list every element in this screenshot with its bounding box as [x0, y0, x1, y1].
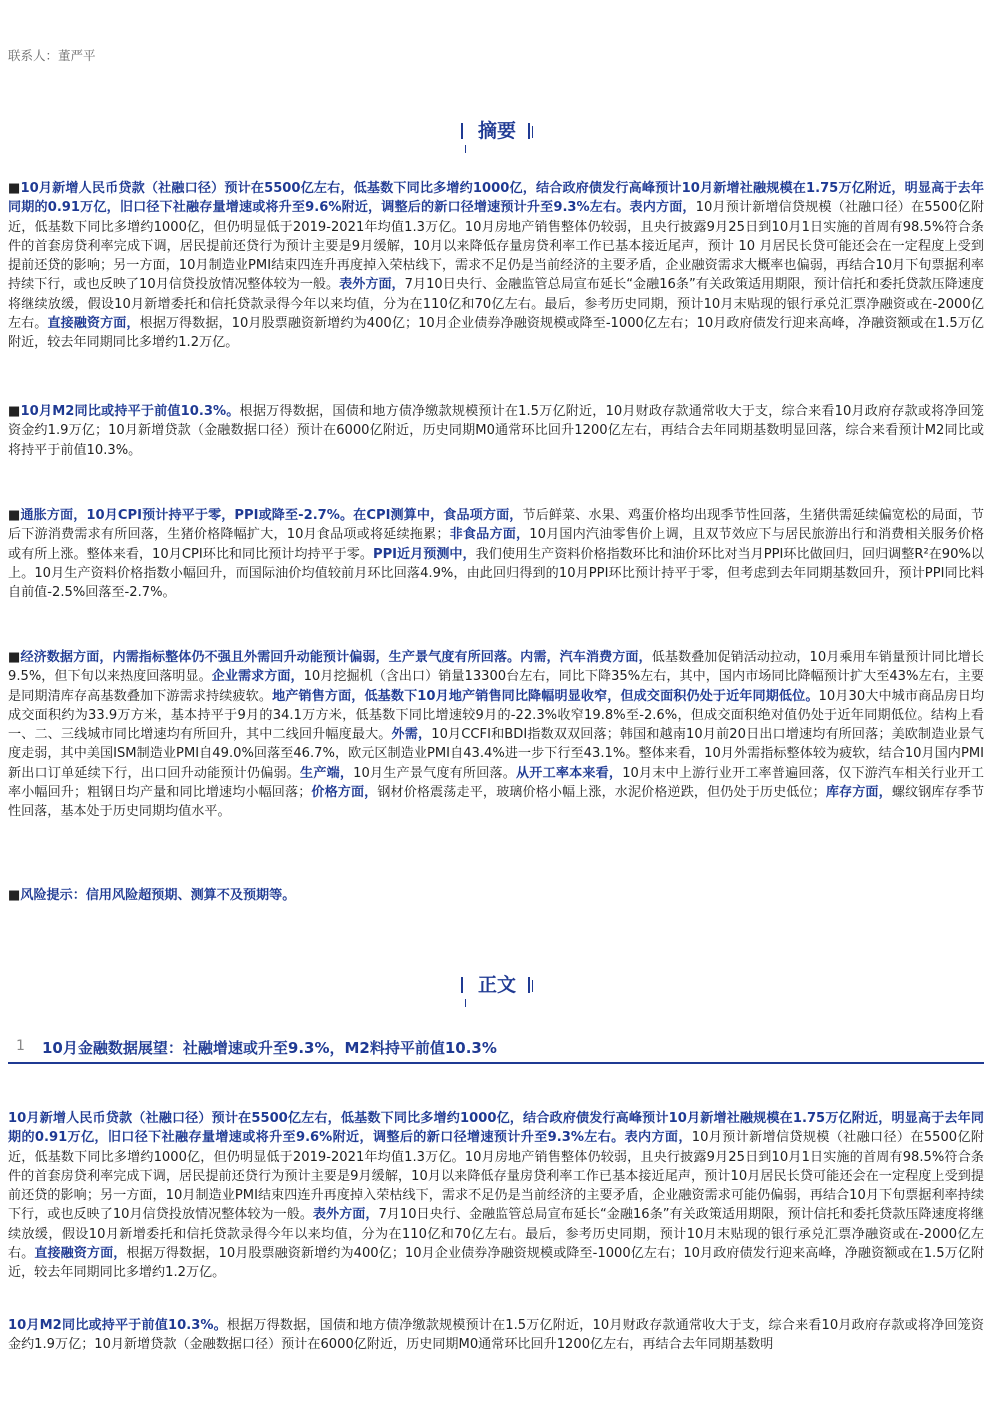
header-bar-decoration — [532, 980, 533, 992]
bold-text-run: 企业需求方面， — [211, 669, 304, 685]
header-bar-decoration — [528, 977, 530, 993]
header-tick-decoration — [465, 145, 466, 153]
summary-paragraph-m2 — [8, 402, 984, 460]
bold-text-run: 经济数据方面，内需指标整体仍不强且外需回升动能预计偏弱，生产景气度有所回落。内需，汽车消费方面， — [20, 650, 652, 665]
bullet-square: ■ — [8, 888, 21, 903]
contact-person: 联系人：董严平 — [8, 48, 96, 63]
bullet-square: ■ — [8, 181, 21, 196]
bold-text-run: 10月M2同比或持平于前值10.3%。 — [8, 1318, 227, 1333]
bullet-square: ■ — [8, 650, 21, 665]
bold-text-run: 表外方面， — [312, 1207, 379, 1223]
body-paragraph-credit — [8, 1109, 984, 1283]
text-run: 10月生产景气度有所回落。 — [353, 765, 517, 781]
header-bar-decoration — [461, 123, 463, 139]
summary-paragraph-inflation — [8, 506, 984, 602]
text-run: 螺纹钢库存季节性回落，基本处于历史同期均值水平。 — [8, 785, 985, 820]
section-title-summary: 摘要 — [477, 120, 516, 142]
section-title-body: 正文 — [477, 974, 516, 996]
bold-text-run: 非食品方面， — [449, 527, 530, 543]
text-run: 10月预计新增信贷规模（社融口径）在5500亿附近，低基数下同比多增约1000亿，但仍明显低于2019-2021年均值1.3万亿。10月房地产销售整体仍较弱，且央行披露9月25日到10月1日实施的首周有98.5%符合条件的首套房贷利率完成下调，居民提前还贷行为预计主要是9月缓解，10月以来降低存量房贷利率工作已基本接近尾声，预计 10 月居民长贷可能还会在一定程度上受到提前还贷的影响；另一方面，10月制造业PMI结束四连升再度掉入荣枯线下，需求不足仍是当前经济的主要矛盾，企业融资需求大概率也偏弱，再结合10月下旬票据利率持续下行，或也反映了10月信贷投放情况整体较为一般。 — [8, 200, 985, 293]
text-run: 10月挖掘机（含出口）销量13300台左右，同比下降35%左右，其中，国内市场同比降幅预计扩大至43%左右，主要是同期清库存高基数叠加下游需求持续疲软。 — [8, 669, 985, 704]
bold-text-run: 从开工率本来看， — [516, 765, 623, 781]
bold-text-run: 表外方面， — [339, 277, 405, 293]
heading-title: 10月金融数据展望：社融增速或升至9.3%，M2料持平前值10.3% — [42, 1039, 497, 1057]
text-run: 7月10日央行、金融监管总局宣布延长“金融16条”有关政策适用期限，预计信托和委托贷款压降速度将继续放缓，假设10月新增委托和信托贷款录得今年以来均值，分为在110亿和70亿左右。最后，参考历史同期，预计10月末贴现的银行承兑汇票净融资或在-2000亿左右。 — [8, 277, 985, 332]
text-run: 7月10日央行、金融监管总局宣布延长“金融16条”有关政策适用期限，预计信托和委托贷款压降速度将继续放缓，假设10月新增委托和信托贷款录得今年以来均值，分为在110亿和70亿左右。最后，参考历史同期，预计10月末贴现的银行承兑汇票净融资或在-2000亿左右。 — [8, 1207, 984, 1262]
text-run: 我们使用生产资料价格指数环比和油价环比对当月PPI环比做回归，回归调整R²在90%以上。10月生产资料价格指数小幅回升，而国际油价均值较前月环比回落4.9%，由此回归得到的10月PPI环比预计持平于零，但考虑到去年同期基数回升，预计PPI同比料自前值-2.5%回落至-2.7%。 — [8, 546, 984, 601]
bold-text-run: 地产销售方面，低基数下10月地产销售同比降幅明显收窄，但成交面积仍处于近年同期低位。 — [272, 688, 819, 704]
heading-level1 — [8, 1036, 984, 1064]
bold-text-run: 直接融资方面， — [47, 316, 140, 332]
text-run: 根据万得数据，国债和地方债净缴款规模预计在1.5万亿附近，10月财政存款通常收大于支，综合来看10月政府存款或将净回笼资金约1.9万亿；10月新增贷款（金融数据口径）预计在6000亿附近，历史同期M0通常环比回升1200亿左右，再结合去年同期基数明显回落，综合来看预计M2同比或将持平于前值10.3%。 — [8, 404, 984, 458]
header-bar-decoration — [528, 123, 530, 139]
header-bar-decoration — [461, 977, 463, 993]
body-paragraph-m2 — [8, 1316, 984, 1355]
bold-text-run: 外需， — [391, 727, 432, 743]
summary-paragraph-economy — [8, 648, 984, 822]
bold-text-run: PPI近月预测中， — [372, 546, 476, 562]
text-run: 10月CCFI和BDI指数双双回落；韩国和越南10月前20日出口增速均有所回落；美欧制造业景气度走弱，其中美国ISM制造业PMI自49.0%回落至46.7%，欧元区制造业PMI自43.4%进一步下行至43.1%。整体来看，10月外需指标整体较为疲软，结合10月国内PMI新出口订单延续下行，出口回升动能预计仍偏弱。 — [8, 727, 985, 781]
bullet-square: ■ — [8, 404, 21, 419]
bullet-square: ■ — [8, 508, 21, 523]
summary-paragraph-credit — [8, 179, 984, 353]
bold-text-run: 库存方面， — [825, 785, 892, 801]
text-run: 10月30大中城市商品房日均成交面积约为33.9万方米，基本持平于9月的34.1万方米，低基数下同比增速较9月的-22.3%收窄19.8%至-2.6%，但成交面积绝对值仍处于近年同期低位。结构上看一、二、三线城市同比增速均有所回升，其中二线回升幅度最大。 — [8, 688, 984, 743]
text-run: 10月末中上游行业开工率普遍回落，仅下游汽车相关行业开工率小幅回升；粗钢日均产量和同比增速均小幅回落； — [8, 765, 985, 801]
text-run: 节后鲜菜、水果、鸡蛋价格均出现季节性回落，生猪供需延续偏宽松的局面，节后下游消费需求有所回落，生猪价格降幅扩大，10月食品项或将延续拖累； — [8, 508, 984, 543]
bold-text-run: 10月新增人民币贷款（社融口径）预计在5500亿左右，低基数下同比多增约1000亿，结合政府债发行高峰预计10月新增社融规模在1.75万亿附近，明显高于去年同期的0.91万亿，旧口径下社融存量增速或将升至9.6%附近，调整后的新口径增速预计升至9.3%左右。表内方面， — [8, 1111, 984, 1146]
text-run: 10月预计新增信贷规模（社融口径）在5500亿附近，低基数下同比多增约1000亿，但仍明显低于2019-2021年均值1.3万亿。10月房地产销售整体仍较弱，且央行披露9月25日到10月1日实施的首周有98.5%符合条件的首套房贷利率完成下调，居民提前还贷行为预计主要是9月缓解，10月以来降低存量房贷利率工作已基本接近尾声，预计10月居民长贷可能还会在一定程度上受到提前还贷的影响；另一方面，10月制造业PMI结束四连升再度掉入荣枯线下，需求不足仍是当前经济的主要矛盾，企业融资需求可能仍偏弱，再结合10月下旬票据利率持续下行，或也反映了10月信贷投放情况整体较为一般。 — [8, 1130, 985, 1223]
header-tick-decoration — [465, 999, 466, 1007]
bold-text-run: 10月新增人民币贷款（社融口径）预计在5500亿左右，低基数下同比多增约1000亿，结合政府债发行高峰预计10月新增社融规模在1.75万亿附近，明显高于去年同期的0.91万亿，旧口径下社融存量增速或将升至9.6%附近，调整后的新口径增速预计升至9.3%左右。表内方面， — [8, 181, 984, 216]
text-run: 根据万得数据，国债和地方债净缴款规模预计在1.5万亿附近，10月财政存款通常收大于支，综合来看10月政府存款或将净回笼资金约1.9万亿；10月新增贷款（金融数据口径）预计在6000亿附近，历史同期M0通常环比回升1200亿左右，再结合去年同期基数明 — [8, 1318, 984, 1353]
text-run: 根据万得数据，10月股票融资新增约为400亿；10月企业债券净融资规模或降至-1000亿左右；10月政府债发行迎来高峰，净融资额或在1.5万亿附近，较去年同期同比多增约1.2万亿。 — [8, 316, 984, 351]
header-bar-decoration — [532, 126, 533, 138]
bold-text-run: 风险提示：信用风险超预期、测算不及预期等。 — [20, 888, 296, 903]
bold-text-run: 价格方面， — [311, 785, 378, 801]
text-run: 10月国内汽油零售价上调，且双节效应下与居民旅游出行和消费相关服务价格或有所上涨。整体来看，10月CPI环比和同比预计均持平于零。 — [8, 527, 984, 562]
bold-text-run: 通胀方面，10月CPI预计持平于零，PPI或降至-2.7%。在CPI测算中，食品项方面， — [20, 508, 523, 523]
bold-text-run: 生产端， — [300, 765, 354, 781]
summary-paragraph-risk — [8, 886, 984, 905]
section-header-body — [0, 973, 992, 1009]
text-run: 钢材价格震荡走平，玻璃价格小幅上涨，水泥价格逆跌，但仍处于历史低位； — [377, 785, 826, 801]
text-run: 低基数叠加促销活动拉动，10月乘用车销量预计同比增长9.5%，但下旬以来热度回落明显。 — [8, 650, 984, 685]
section-header-summary — [0, 119, 992, 155]
heading-number: 1 — [16, 1038, 25, 1054]
bold-text-run: 直接融资方面， — [34, 1246, 127, 1262]
bold-text-run: 10月M2同比或持平于前值10.3%。 — [20, 404, 240, 419]
text-run: 根据万得数据，10月股票融资新增约为400亿；10月企业债券净融资规模或降至-1000亿左右；10月政府债发行迎来高峰，净融资额或在1.5万亿附近，较去年同期同比多增约1.2万亿。 — [8, 1246, 984, 1281]
